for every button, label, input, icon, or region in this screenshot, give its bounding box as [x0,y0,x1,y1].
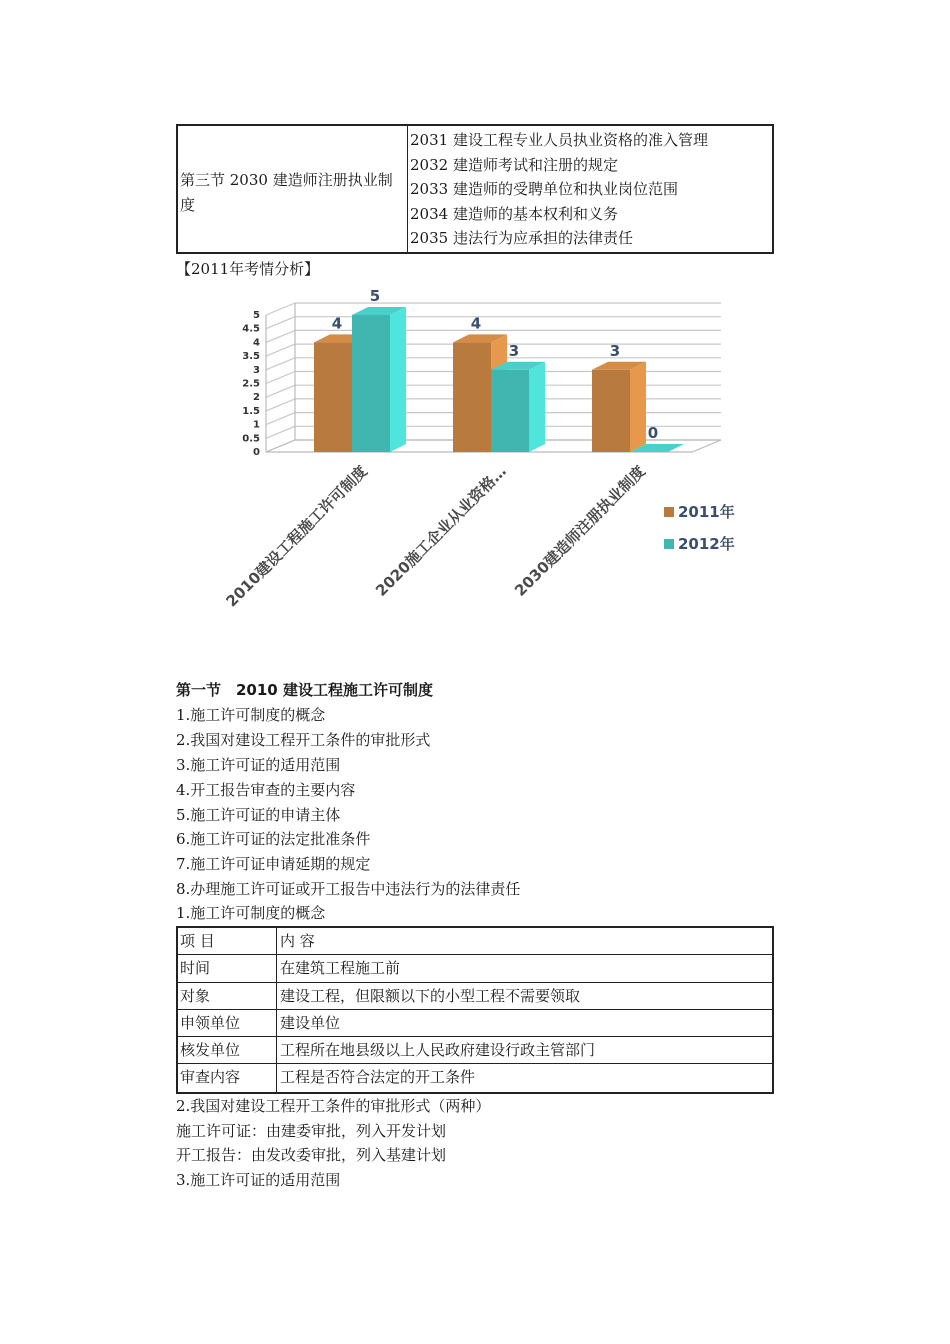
outline-item: 2.我国对建设工程开工条件的审批形式 [176,731,431,749]
table-cell: 在建筑工程施工前 [280,959,401,978]
y-tick-label: 0 [253,447,260,458]
section-items-cell [410,128,772,251]
gridline [266,317,295,329]
category-label: 2010建设工程施工许可制度 [222,462,371,611]
outline-item: 6.施工许可证的法定批准条件 [176,830,371,848]
data-label: 3 [609,341,621,360]
bar [453,342,491,452]
y-tick-label: 0.5 [242,433,260,445]
gridline [266,413,295,425]
gridline [266,372,295,384]
category-label: 2020施工企业从业资格… [372,462,510,600]
analysis-title: 【2011年考情分析】 [176,260,320,278]
legend-label: 2012年 [678,535,735,553]
table-cell: 核发单位 [178,1037,277,1063]
table-row [178,983,772,1010]
section-item: 2035 违法行为应承担的法律责任 [410,229,633,248]
table-row [178,1064,772,1091]
gridline [266,344,295,356]
section-item: 2034 建造师的基本权利和义务 [410,204,618,223]
data-label: 4 [470,314,482,333]
section-item: 2031 建设工程专业人员执业资格的准入管理 [410,131,708,149]
section-title-cell: 第三节 2030 建造师注册执业制度 [178,126,408,252]
gridline [266,399,295,411]
gridline [266,303,295,315]
table-cell: 申领单位 [178,1010,277,1036]
bar-side [390,307,406,452]
table-cell: 审查内容 [178,1064,277,1091]
y-tick-label: 2.5 [242,378,260,390]
legend-swatch [664,539,674,549]
concept-table [176,926,774,1094]
outline-item: 7.施工许可证申请延期的规定 [176,855,371,873]
category-label: 2030建造师注册执业制度 [511,462,649,600]
data-label: 4 [331,314,343,333]
section-heading: 第一节 2010 建设工程施工许可制度 [176,681,433,699]
bar-side [529,362,545,452]
table-cell: 时间 [178,955,277,981]
table-cell: 工程所在地县级以上人民政府建设行政主管部门 [280,1041,596,1060]
gridline [266,330,295,342]
approval-line: 开工报告：由发改委审批，列入基建计划 [176,1146,447,1164]
gridline [266,426,295,438]
scope-heading: 3.施工许可证的适用范围 [176,1171,341,1189]
section-item: 2032 建造师考试和注册的规定 [410,155,618,174]
data-label: 5 [369,287,381,305]
y-tick-label: 3 [253,364,260,376]
table-header-row [178,928,772,955]
y-tick-label: 2 [253,392,260,404]
table-cell: 对象 [178,983,277,1009]
section-outline-table [176,124,774,254]
outline-item: 1.施工许可制度的概念 [176,706,326,724]
approval-line: 施工许可证：由建委审批，列入开发计划 [176,1122,447,1140]
y-tick-label: 1 [253,419,260,431]
y-tick-label: 3.5 [242,351,260,363]
bar [314,342,352,452]
gridline [266,358,295,370]
data-label: 0 [647,424,659,442]
outline-item: 3.施工许可证的适用范围 [176,756,341,774]
y-tick-label: 4 [253,337,260,349]
outline-item: 4.开工报告审查的主要内容 [176,781,356,799]
bar [592,370,630,452]
table-row [178,955,772,982]
table-header-cell: 内 容 [280,932,315,950]
bar [352,315,390,452]
concept-heading: 1.施工许可制度的概念 [176,904,326,922]
table-header-cell: 项 目 [178,928,277,954]
y-tick-label: 4.5 [242,323,260,335]
section-item: 2033 建造师的受聘单位和执业岗位范围 [410,180,678,199]
y-tick-label: 5 [253,310,260,321]
legend-swatch [664,507,674,517]
table-cell: 工程是否符合法定的开工条件 [280,1068,476,1087]
y-tick-label: 1.5 [242,405,260,417]
table-row [178,1037,772,1064]
outline-item: 5.施工许可证的申请主体 [176,806,341,824]
table-cell: 建设单位 [280,1013,341,1032]
legend-label: 2011年 [678,503,735,521]
data-label: 3 [508,341,520,360]
table-cell: 建设工程，但限额以下的小型工程不需要领取 [280,986,581,1005]
approval-heading: 2.我国对建设工程开工条件的审批形式（两种） [176,1097,491,1115]
bar-side [630,362,646,452]
outline-item: 8.办理施工许可证或开工报告中违法行为的法律责任 [176,880,521,898]
exam-analysis-chart [176,278,776,648]
bar [491,370,529,452]
table-row [178,1010,772,1037]
gridline [266,385,295,397]
